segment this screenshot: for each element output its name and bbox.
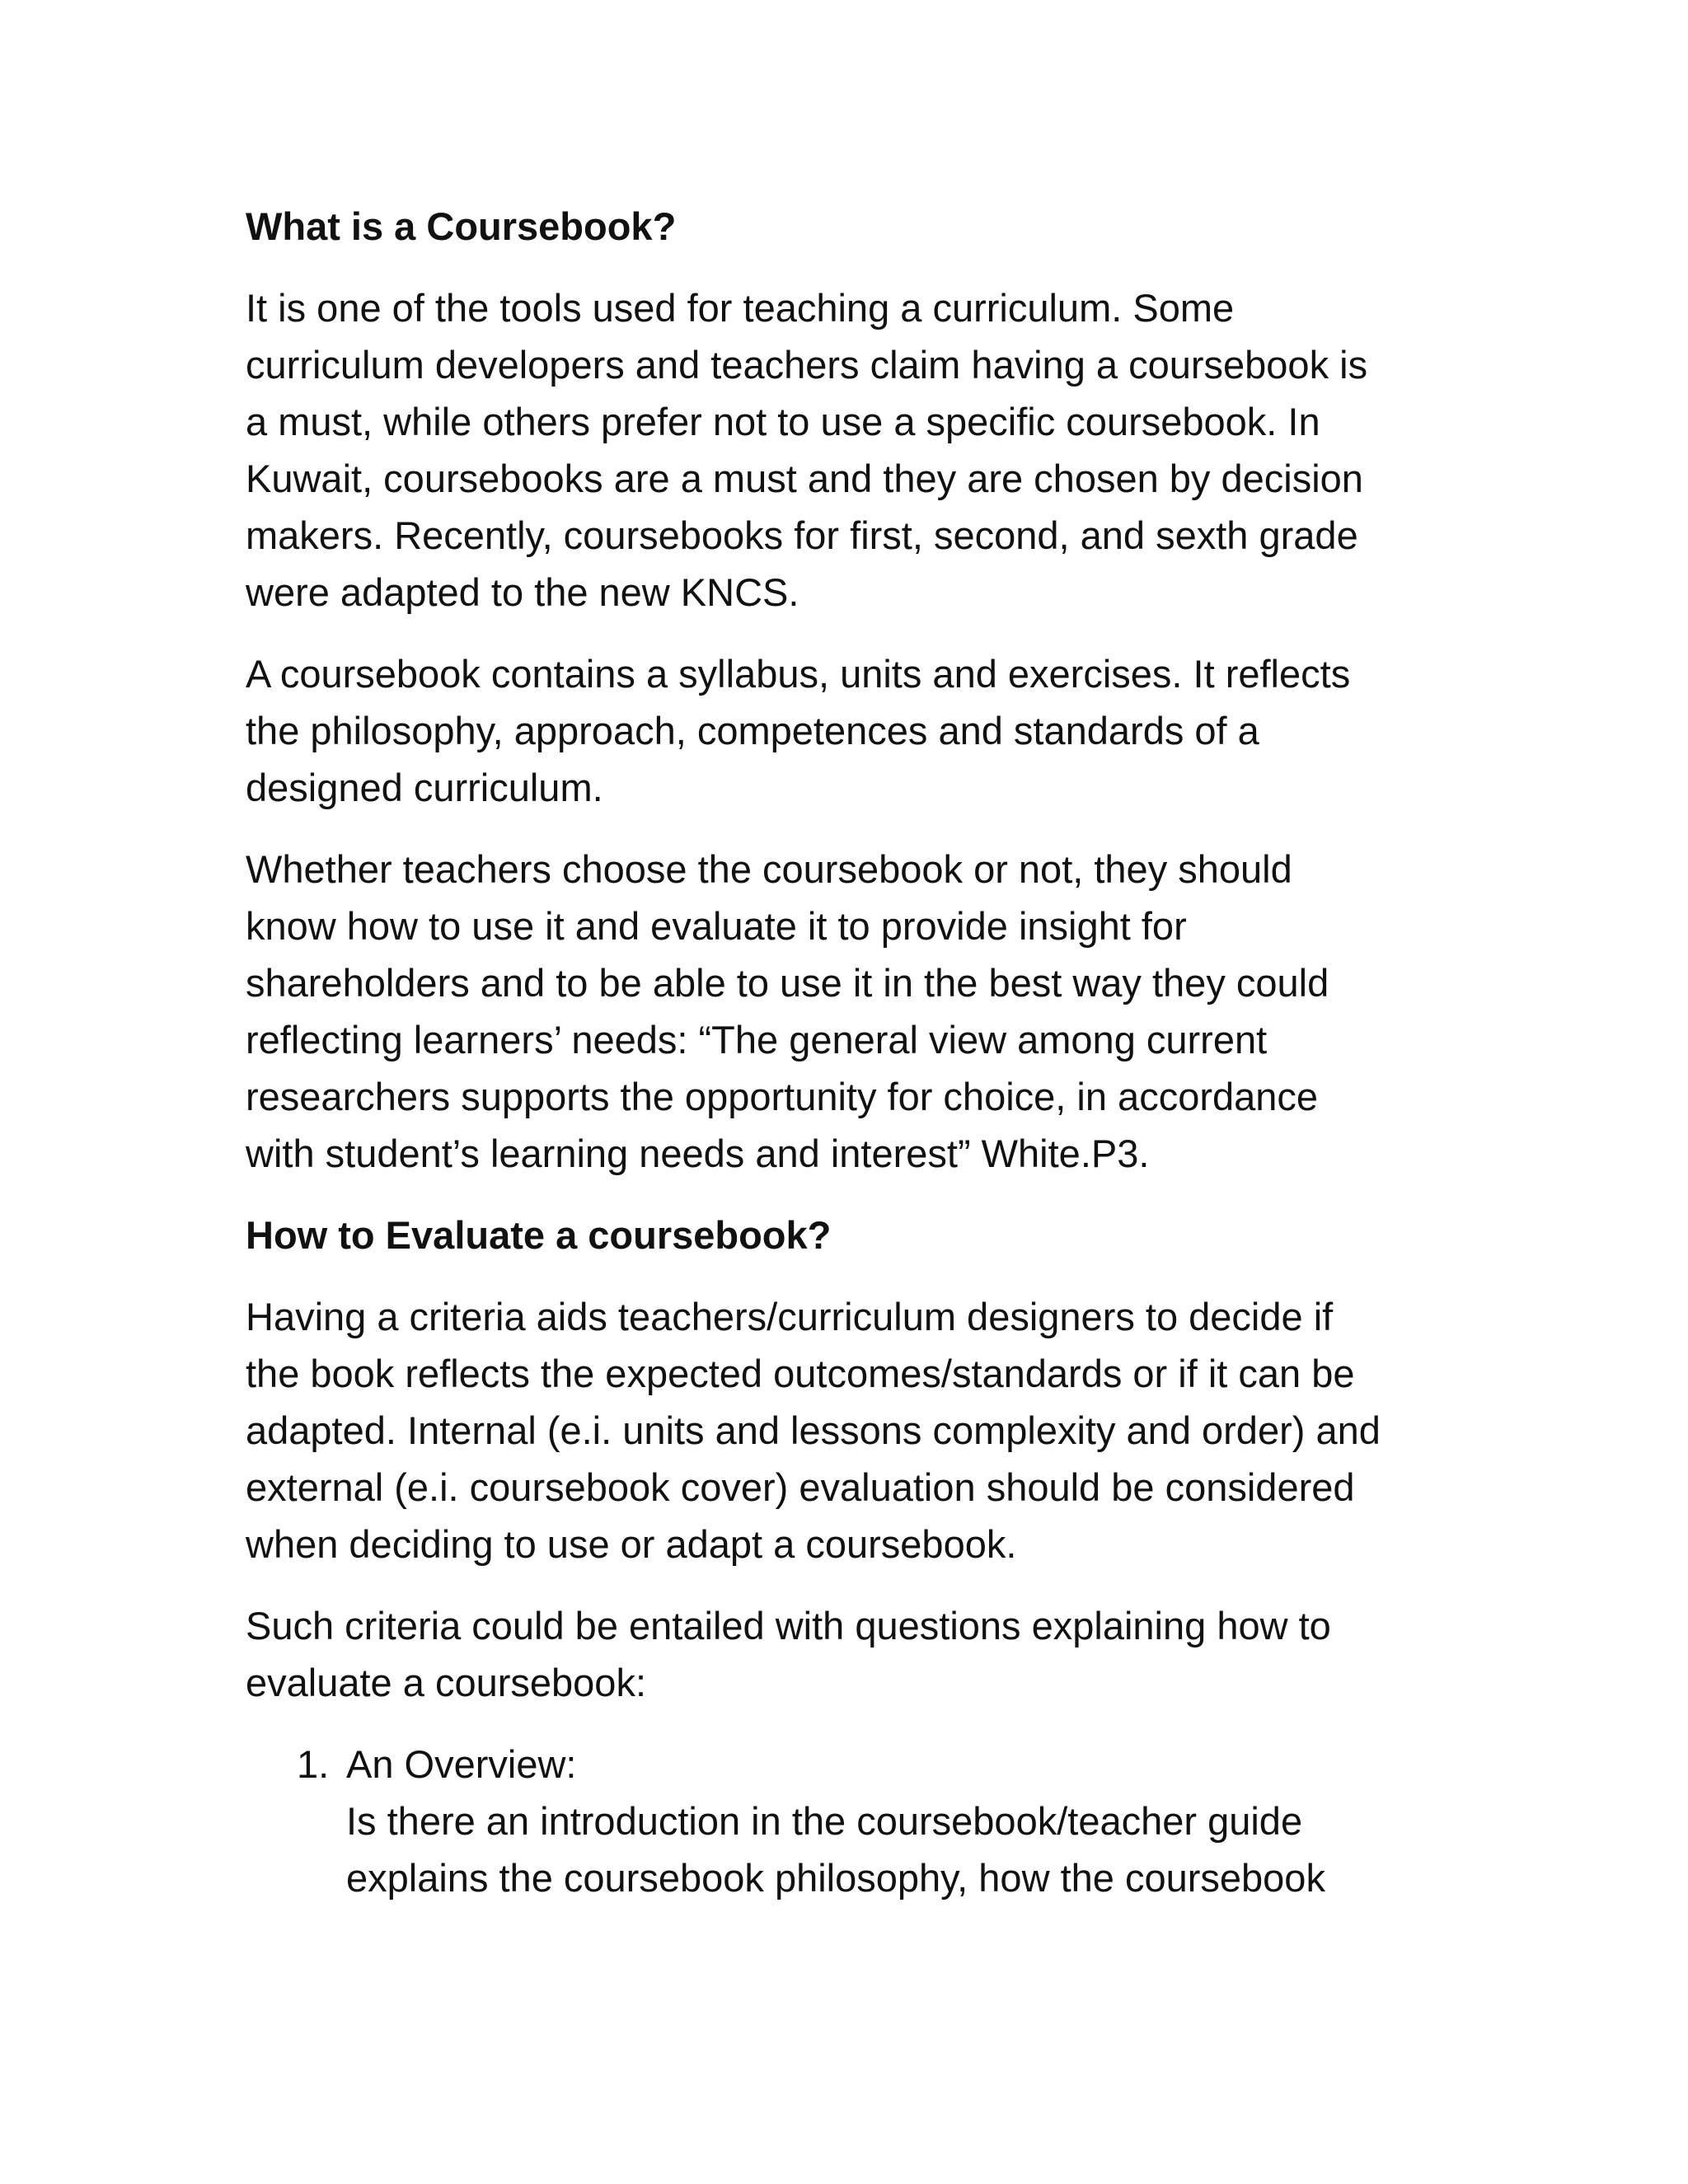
paragraph-line: Whether teachers choose the coursebook or not, they should [246,847,1292,891]
paragraph-contents [246,645,1465,816]
list-item [246,1736,1465,1906]
paragraph-line: shareholders and to be able to use it in the best way they could [246,961,1329,1005]
paragraph-line: adapted. Internal (e.i. units and lessons complexity and order) and [246,1408,1381,1452]
list-item-line: An Overview: [346,1742,577,1786]
paragraph-line: know how to use it and evaluate it to provide insight for [246,904,1187,948]
list-item-number: 1. [297,1742,330,1786]
paragraph-line: It is one of the tools used for teaching a curriculum. Some [246,286,1235,330]
paragraph-questions [246,1597,1465,1711]
paragraph-line: reflecting learners’ needs: “The general view among current [246,1018,1268,1062]
paragraph-line: researchers supports the opportunity for choice, in accordance [246,1075,1319,1118]
paragraph-line: Kuwait, coursebooks are a must and they are chosen by decision [246,457,1363,500]
paragraph-line: the book reflects the expected outcomes/standards or if it can be [246,1352,1355,1395]
paragraph-line: curriculum developers and teachers claim having a coursebook is [246,343,1368,387]
paragraph-line: when deciding to use or adapt a coursebook. [246,1522,1017,1566]
paragraph-line: external (e.i. coursebook cover) evaluation should be considered [246,1465,1355,1509]
paragraph-line: designed curriculum. [246,766,603,809]
paragraph-line: Having a criteria aids teachers/curriculum designers to decide if [246,1295,1334,1338]
paragraph-line: with student’s learning needs and interest” White.P3. [246,1132,1150,1175]
paragraph-teachers [246,841,1465,1182]
paragraph-line: were adapted to the new KNCS. [246,570,799,614]
heading-what-is-coursebook: What is a Coursebook? [246,204,677,248]
document-body [246,198,1465,1906]
paragraph-line: Such criteria could be entailed with questions explaining how to [246,1604,1331,1647]
paragraph-criteria [246,1288,1465,1572]
heading-how-to-evaluate: How to Evaluate a coursebook? [246,1213,832,1257]
paragraph-line: evaluate a coursebook: [246,1661,646,1704]
list-item-line: explains the coursebook philosophy, how the coursebook [346,1856,1325,1900]
evaluation-list [246,1736,1465,1906]
paragraph-line: a must, while others prefer not to use a specific coursebook. In [246,400,1320,443]
paragraph-line: A coursebook contains a syllabus, units and exercises. It reflects [246,652,1351,696]
paragraph-intro [246,279,1465,621]
list-item-line: Is there an introduction in the coursebook/teacher guide [346,1799,1303,1843]
paragraph-line: makers. Recently, coursebooks for first, second, and sexth grade [246,513,1358,557]
paragraph-line: the philosophy, approach, competences and standards of a [246,709,1259,752]
